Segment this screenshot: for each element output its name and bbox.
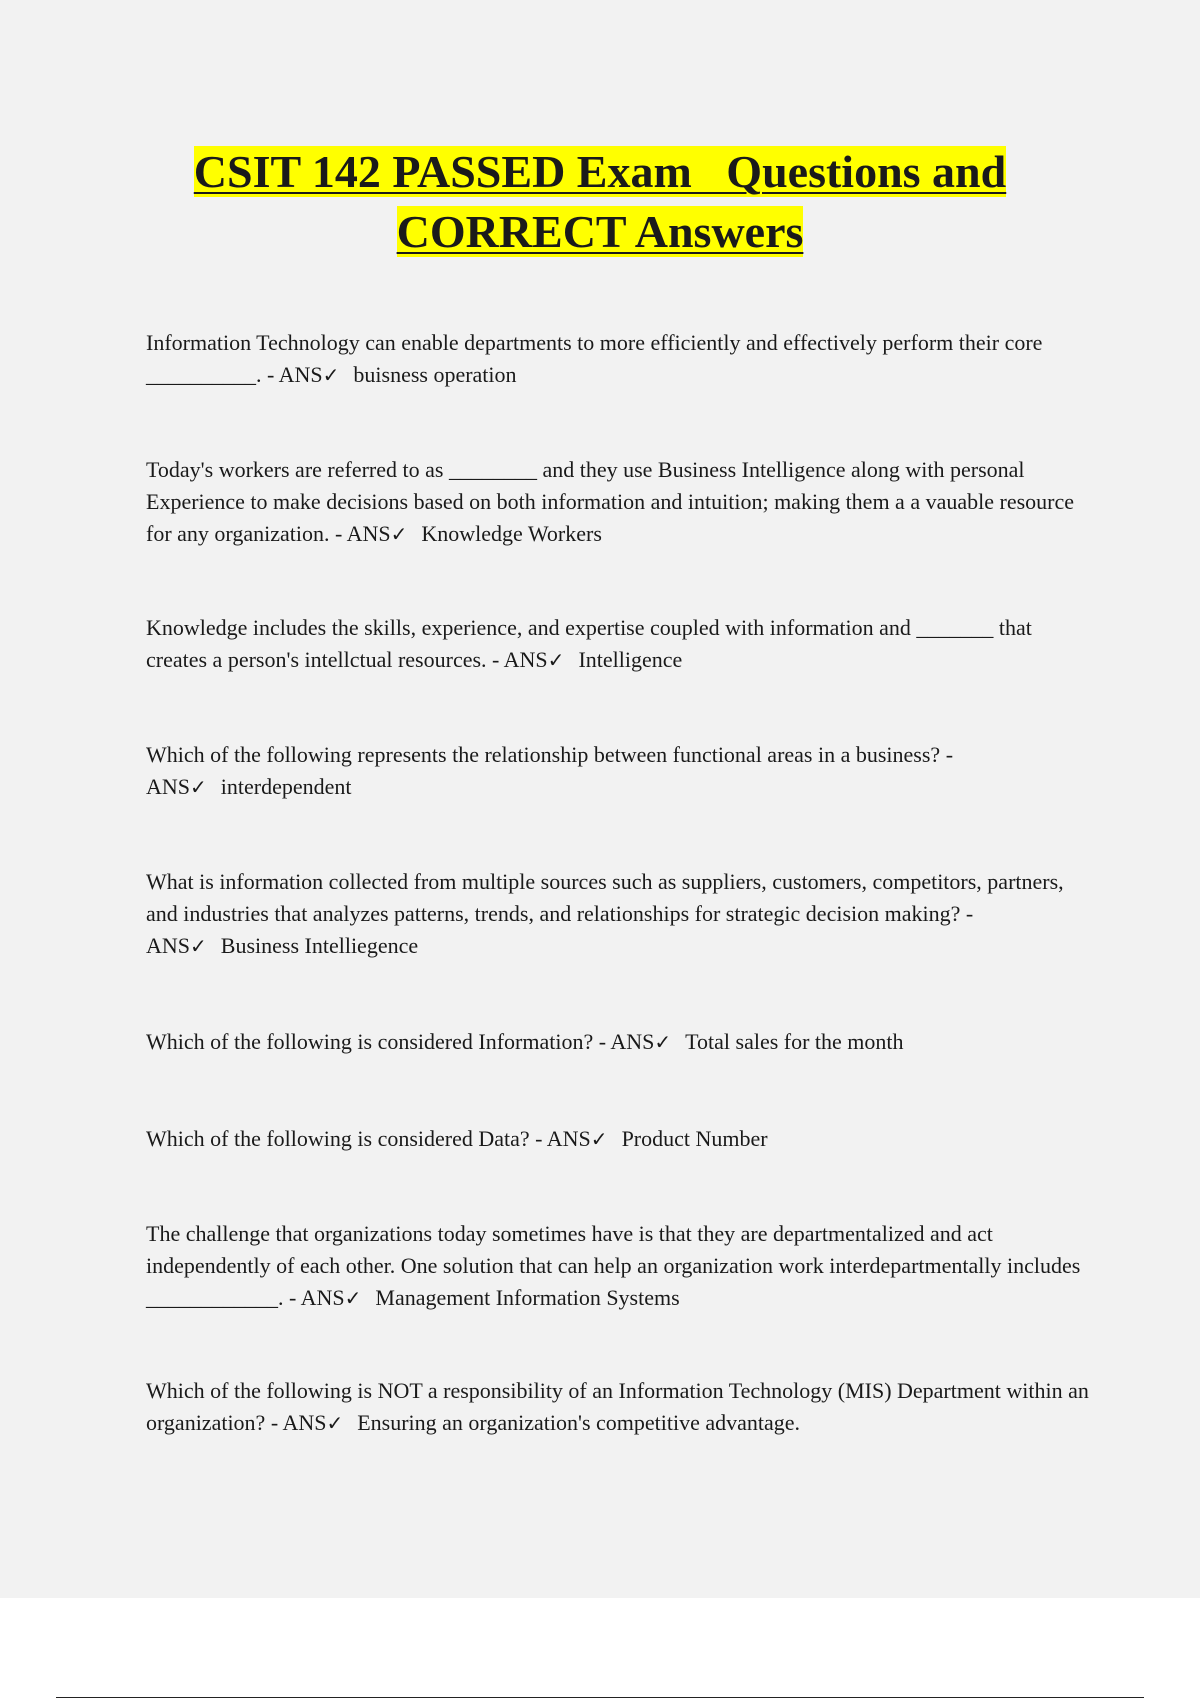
question-text: Which of the following is considered Information? (146, 1029, 594, 1054)
answer-text: Ensuring an organization's competitive advantage. (357, 1410, 801, 1435)
answer-label: - ANS (146, 901, 974, 958)
qa-item (146, 866, 1092, 962)
answer-text: buisness operation (353, 362, 517, 387)
check-icon: ✓ (326, 1411, 344, 1435)
qa-item (146, 612, 1092, 676)
answer-text: Product Number (621, 1126, 768, 1151)
answer-text: Intelligence (578, 647, 683, 672)
question-text: Which of the following is NOT a responsibility of an Information Technology (MIS) Department within an organization? (146, 1378, 1089, 1435)
qa-item (146, 1375, 1092, 1439)
check-icon: ✓ (390, 522, 408, 546)
qa-item (146, 327, 1092, 391)
answer-text: Management Information Systems (375, 1285, 680, 1310)
question-text: Today's workers are referred to as ________ and they use Business Intelligence along with personal Experience to make decisions based on both information and intuition; making them a a vauable resource for any organization. (146, 457, 1074, 546)
qa-item (146, 739, 1092, 803)
answer-text: Total sales for the month (685, 1029, 904, 1054)
question-text: Which of the following is considered Data? (146, 1126, 530, 1151)
check-icon: ✓ (190, 934, 207, 958)
check-icon: ✓ (344, 1286, 362, 1310)
check-icon: ✓ (322, 363, 340, 387)
question-text: Information Technology can enable departments to more efficiently and effectively perform their core __________. (146, 330, 1043, 387)
answer-text: interdependent (220, 774, 352, 799)
answer-label: - ANS (270, 1410, 327, 1435)
qa-item (146, 1218, 1092, 1314)
answer-label: - ANS (289, 1285, 345, 1310)
title-line-2: CORRECT Answers (396, 206, 804, 257)
question-text: The challenge that organizations today sometimes have is that they are departmentalized and act independently of each other. One solution that can help an organization work interdepartmentally includes ____________. (146, 1221, 1081, 1310)
check-icon: ✓ (547, 648, 565, 672)
document-title (0, 142, 1200, 262)
question-text: Knowledge includes the skills, experience, and expertise coupled with information and _______ that creates a person's intellctual resources. (146, 615, 1032, 672)
qa-item (146, 1123, 1092, 1155)
check-icon: ✓ (590, 1127, 608, 1151)
qa-item (146, 454, 1092, 550)
answer-text: Knowledge Workers (421, 521, 602, 546)
answer-label: - ANS (598, 1029, 655, 1054)
qa-item (146, 1026, 1092, 1058)
answer-text: Business Intelliegence (220, 933, 419, 958)
answer-label: - ANS (492, 647, 548, 672)
title-line-1: CSIT 142 PASSED Exam Questions and (193, 146, 1007, 197)
answer-label: - ANS (535, 1126, 591, 1151)
footer-divider (56, 1697, 1144, 1698)
check-icon: ✓ (190, 775, 207, 799)
question-text: What is information collected from multiple sources such as suppliers, customers, competitors, partners, and industries that analyzes patterns, trends, and relationships for strategic decision making? (146, 869, 1064, 926)
answer-label: - ANS (334, 521, 391, 546)
check-icon: ✓ (654, 1030, 672, 1054)
question-text: Which of the following represents the relationship between functional areas in a business? (146, 742, 941, 767)
answer-label: - ANS (267, 362, 323, 387)
answer-label: - ANS (146, 742, 954, 799)
